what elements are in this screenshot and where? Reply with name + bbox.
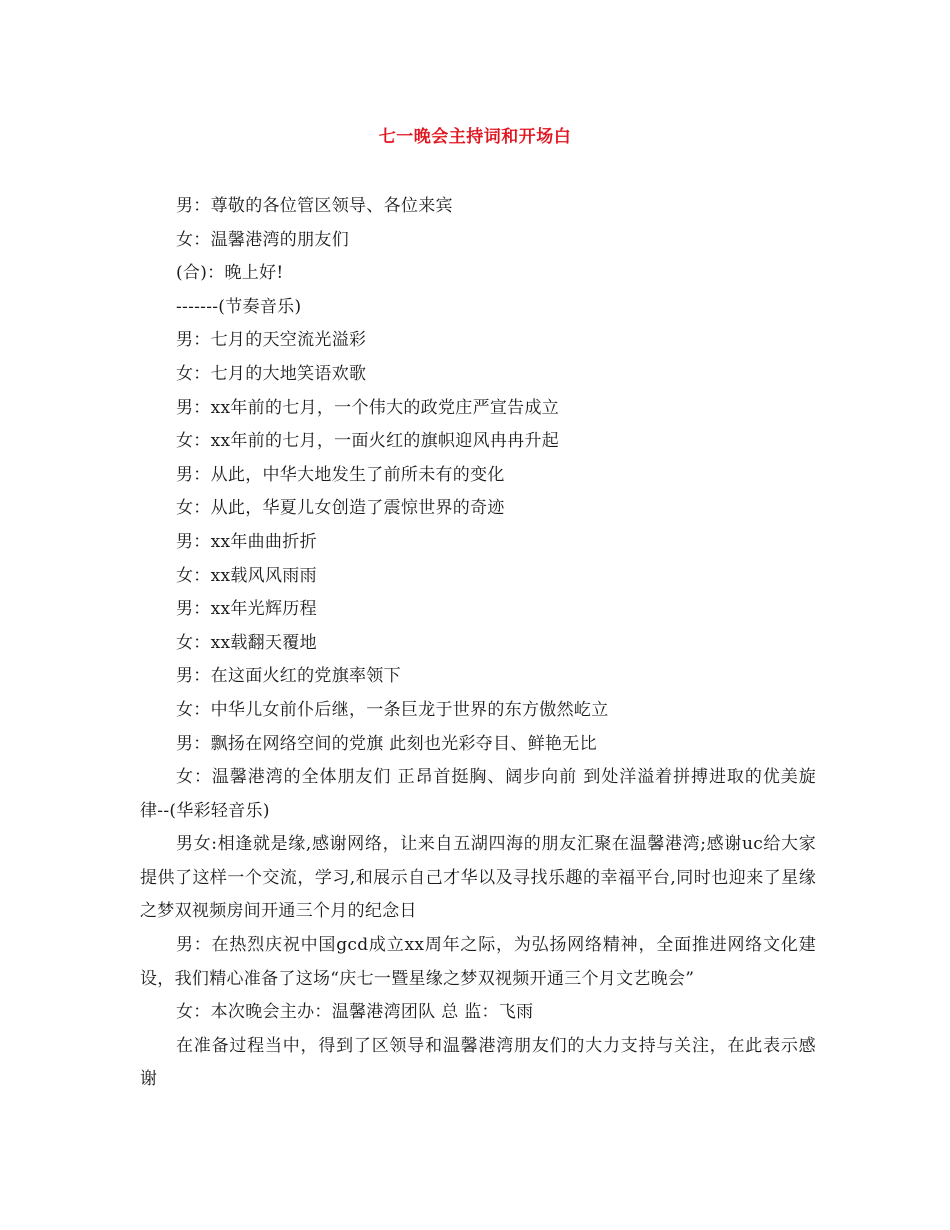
paragraph: 男：在这面火红的党旗率领下 [176, 666, 401, 687]
document-title: 七一晚会主持词和开场白 [378, 127, 572, 147]
paragraph: 男：七月的天空流光溢彩 [176, 330, 367, 351]
paragraph: -------(节奏音乐) [176, 296, 302, 317]
paragraph: 男：从此，中华大地发生了前所未有的变化 [176, 464, 505, 485]
paragraph: 女：xx载风风雨雨 [176, 565, 317, 586]
paragraph: 男：尊敬的各位管区领导、各位来宾 [176, 196, 453, 216]
paragraph: 男：xx年前的七月，一个伟大的政党庄严宣告成立 [176, 397, 560, 418]
paragraph: 男：xx年光辉历程 [176, 599, 317, 620]
document-body [140, 190, 816, 1097]
paragraph: 女：中华儿女前仆后继，一条巨龙于世界的东方傲然屹立 [176, 699, 609, 720]
paragraph: 男：在热烈庆祝中国gcd成立xx周年之际，为弘扬网络精神，全面推进网络文化建设，我们精心准备了这场“庆七一暨星缘之梦双视频开通三个月文艺晚会” [140, 935, 816, 989]
paragraph: 女：xx年前的七月，一面火红的旗帜迎风冉冉升起 [176, 431, 560, 452]
paragraph: 女：温馨港湾的朋友们 [176, 229, 349, 250]
paragraph: 女：温馨港湾的全体朋友们 正昂首挺胸、阔步向前 到处洋溢着拼搏进取的优美旋律--(华彩轻音乐) [140, 767, 816, 821]
paragraph: 男：xx年曲曲折折 [176, 531, 317, 552]
paragraph: 男女:相逢就是缘,感谢网络，让来自五湖四海的朋友汇聚在温馨港湾;感谢uc给大家提供了这样一个交流，学习,和展示自己才华以及寻找乐趣的幸福平台,同时也迎来了星缘之梦双视频房间开通三个月的纪念日 [140, 834, 816, 922]
paragraph: (合)：晚上好! [176, 263, 284, 284]
paragraph: 女：七月的大地笑语欢歌 [176, 363, 367, 384]
paragraph: 在准备过程当中，得到了区领导和温馨港湾朋友们的大力支持与关注，在此表示感谢 [140, 1035, 816, 1090]
paragraph: 男：飘扬在网络空间的党旗 此刻也光彩夺目、鲜艳无比 [176, 733, 597, 754]
paragraph: 女：本次晚会主办：温馨港湾团队 总 监：飞雨 [176, 1002, 534, 1023]
paragraph: 女：xx载翻天覆地 [176, 632, 317, 653]
paragraph: 女：从此，华夏儿女创造了震惊世界的奇迹 [176, 498, 505, 519]
